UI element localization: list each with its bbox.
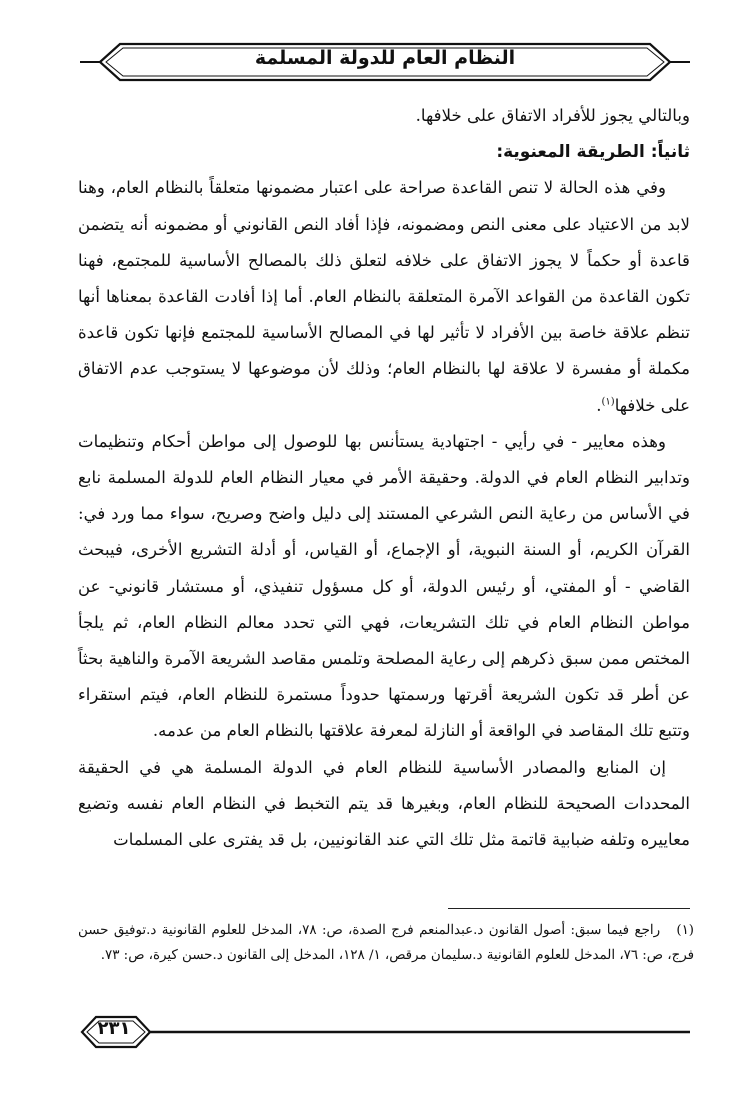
running-header (80, 38, 690, 86)
footnote-1 (78, 918, 694, 968)
footnote-reference[interactable]: (١) (601, 396, 615, 408)
footnotes (78, 918, 694, 968)
header-title: النظام العام للدولة المسلمة (254, 47, 516, 69)
section-heading: ثانياً: الطريقة المعنوية: (496, 142, 690, 163)
paragraph-1-text: وفي هذه الحالة لا تنص القاعدة صراحة على اعتبار مضمونها متعلقاً بالنظام العام، وهنا لابد من الاعتياد على معنى النص ومضمونه، فإذا أفاد النص القانوني أو مضمونه أنه يتضمن قاعدة أو حكماً لا يجوز الاتفاق على خلافه لتعلق ذلك بالمصالح الأساسية للمجتمع، فهنا تكون القاعدة من القواعد الآمرة المتعلقة بالنظام العام. أما إذا أفادت القاعدة بمعناها أنها تنظم علاقة خاصة بين الأفراد لا تأثير لها في المصالح الأساسية للمجتمع فإنها تكون قاعدة مكملة أو مفسرة لا علاقة لها بالنظام العام؛ وذلك لأن موضوعها لا يستوجب عدم الاتفاق على خلافها (78, 178, 690, 415)
main-text (78, 98, 690, 858)
page-number: ٢٣١ (97, 1018, 131, 1039)
page-number-frame (78, 1012, 690, 1052)
footnote-separator (448, 908, 690, 909)
paragraph-1-end: . (596, 395, 602, 415)
paragraph-3: إن المنابع والمصادر الأساسية للنظام العام في الدولة المسلمة هي في الحقيقة المحددات الصحيحة للنظام العام، وبغيرها قد يتم التخبط في النظام العام نفسه وتضيع معاييره وتلفه ضبابية قاتمة مثل تلك التي عند القانونيين، بل قد يفترى على المسلمات (78, 757, 690, 850)
footnote-marker: (١) (676, 923, 694, 938)
paragraph-0: وبالتالي يجوز للأفراد الاتفاق على خلافها. (415, 106, 690, 125)
paragraph-1 (78, 170, 690, 423)
page-footer (78, 1012, 690, 1052)
footnote-text: راجع فيما سبق: أصول القانون د.عبدالمنعم فرج الصدة، ص: ٧٨، المدخل للعلوم القانونية د.توفيق حسن فرج، ص: ٧٦، المدخل للعلوم القانونية د.سليمان مرقص، ١/ ١٢٨، المدخل إلى القانون د.حسن كيرة، ص: ٧٣. (78, 923, 694, 963)
paragraph-2: وهذه معايير - في رأيي - اجتهادية يستأنس بها للوصول إلى مواطن أحكام وتنظيمات وتدابير النظام العام في الدولة. وحقيقة الأمر في معيار النظام العام للدولة المسلمة نابع في الأساس من رعاية النص الشرعي المستند إلى دليل واضح وصريح، سواء مما ورد في: القرآن الكريم، أو السنة النبوية، أو الإجماع، أو القياس، أو أدلة التشريع الأخرى، فيبحث القاضي - أو المفتي، أو رئيس الدولة، أو كل مسؤول تنفيذي، أو مستشار قانوني- عن مواطن النظام العام في تلك التشريعات، فهي التي تحدد معالم النظام العام، ثم يلجأ المختص ممن سبق ذكرهم إلى رعاية المصلحة وتلمس مقاصد الشريعة الآمرة والناهية بحثاً عن أطر قد تكون الشريعة أقرتها ورسمتها حدوداً مستمرة للنظام العام، فيتم استقراء وتتبع تلك المقاصد في الواقعة أو النازلة لمعرفة علاقتها بالنظام العام من عدمه. (78, 431, 690, 741)
